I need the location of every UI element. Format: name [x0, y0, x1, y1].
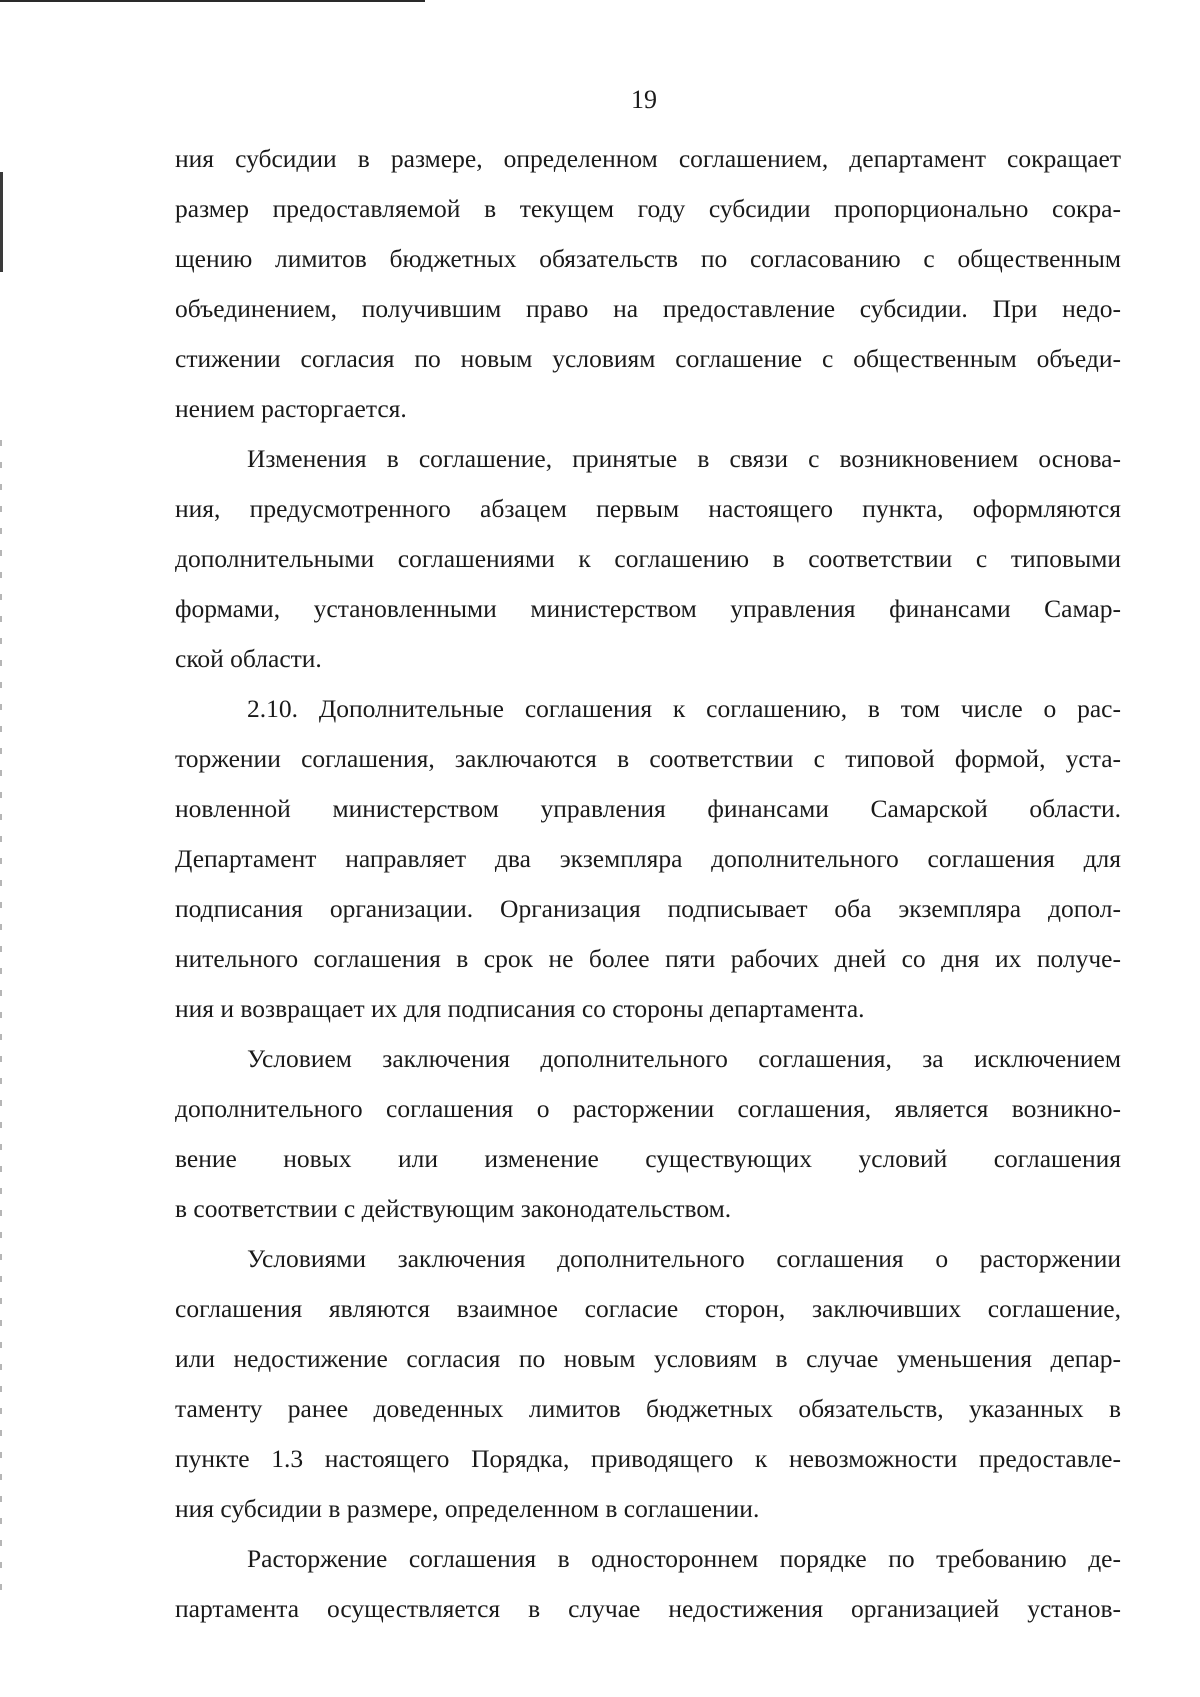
- text-line: Департамент направляет два экземпляра дополнительного соглашения для: [175, 844, 1121, 873]
- text-line: Расторжение соглашения в одностороннем порядке по требованию де-: [247, 1544, 1121, 1573]
- page-number: 19: [631, 85, 657, 114]
- text-line: ния субсидии в размере, определенном соглашением, департамент сокращает: [175, 144, 1121, 173]
- text-line: в соответствии с действующим законодательством.: [175, 1194, 732, 1223]
- paragraph: [175, 1234, 1121, 1534]
- top-rule: [0, 0, 425, 2]
- text-line: размер предоставляемой в текущем году субсидии пропорционально сокра-: [175, 194, 1121, 223]
- paragraph: [175, 134, 1121, 434]
- scan-edge-marks: [0, 440, 2, 1590]
- text-line: пункте 1.3 настоящего Порядка, приводящего к невозможности предоставле-: [175, 1444, 1121, 1473]
- text-line: ния и возвращает их для подписания со стороны департамента.: [175, 994, 865, 1023]
- text-line: формами, установленными министерством управления финансами Самар-: [175, 594, 1121, 623]
- text-line: или недостижение согласия по новым условиям в случае уменьшения депар-: [175, 1344, 1121, 1373]
- text-line: нением расторгается.: [175, 394, 407, 423]
- text-line: дополнительного соглашения о расторжении соглашения, является возникно-: [175, 1094, 1121, 1123]
- text-line: нительного соглашения в срок не более пяти рабочих дней со дня их получе-: [175, 944, 1121, 973]
- text-line: ния субсидии в размере, определенном в соглашении.: [175, 1494, 760, 1523]
- text-line: подписания организации. Организация подписывает оба экземпляра допол-: [175, 894, 1121, 923]
- text-line: таменту ранее доведенных лимитов бюджетных обязательств, указанных в: [175, 1394, 1121, 1423]
- text-line: Изменения в соглашение, принятые в связи с возникновением основа-: [247, 444, 1121, 473]
- text-line: объединением, получившим право на предоставление субсидии. При недо-: [175, 294, 1121, 323]
- text-line: 2.10. Дополнительные соглашения к соглашению, в том числе о рас-: [247, 694, 1121, 723]
- text-line: щению лимитов бюджетных обязательств по согласованию с общественным: [175, 244, 1121, 273]
- text-line: ской области.: [175, 644, 322, 673]
- text-line: партамента осуществляется в случае недостижения организацией установ-: [175, 1594, 1121, 1623]
- paragraph: [175, 684, 1121, 1034]
- text-line: соглашения являются взаимное согласие сторон, заключивших соглашение,: [175, 1294, 1121, 1323]
- text-line: торжении соглашения, заключаются в соответствии с типовой формой, уста-: [175, 744, 1121, 773]
- text-line: вение новых или изменение существующих условий соглашения: [175, 1144, 1121, 1173]
- text-line: стижении согласия по новым условиям соглашение с общественным объеди-: [175, 344, 1121, 373]
- text-line: новленной министерством управления финансами Самарской области.: [175, 794, 1121, 823]
- paragraph: [175, 434, 1121, 684]
- text-line: дополнительными соглашениями к соглашению в соответствии с типовыми: [175, 544, 1121, 573]
- text-line: ния, предусмотренного абзацем первым настоящего пункта, оформляются: [175, 494, 1121, 523]
- paragraph: [175, 1534, 1121, 1634]
- text-line: Условием заключения дополнительного соглашения, за исключением: [247, 1044, 1121, 1073]
- paragraph: [175, 1034, 1121, 1234]
- text-line: Условиями заключения дополнительного соглашения о расторжении: [247, 1244, 1121, 1273]
- binding-mark: [0, 172, 3, 272]
- document-body: [175, 134, 1121, 1634]
